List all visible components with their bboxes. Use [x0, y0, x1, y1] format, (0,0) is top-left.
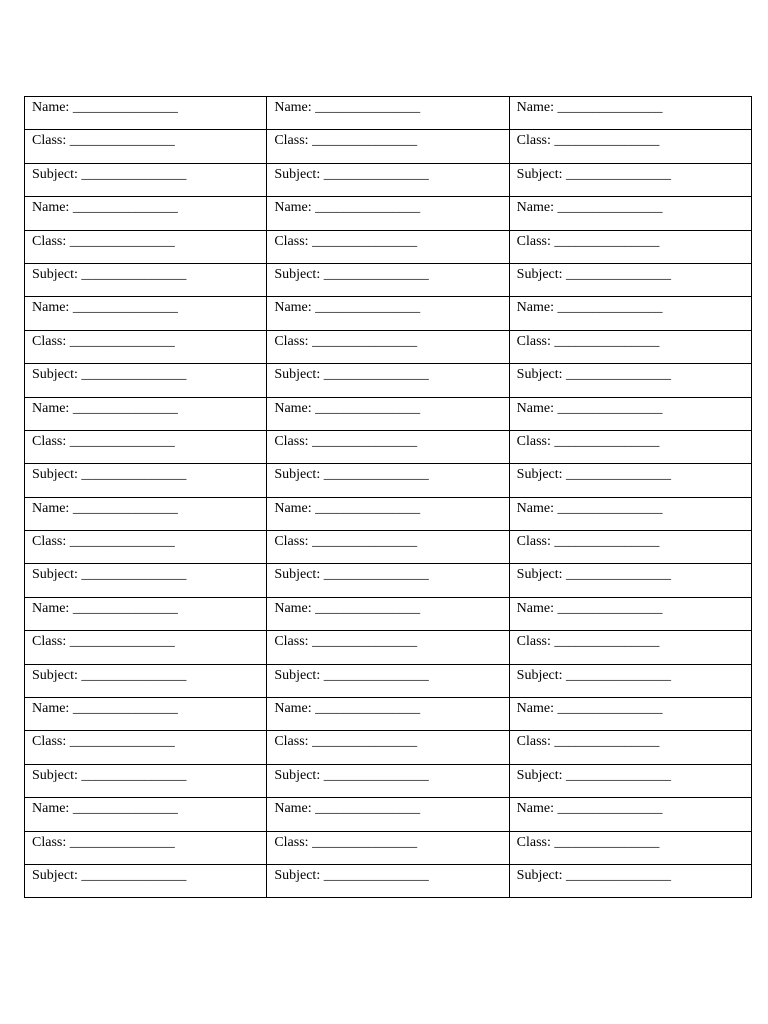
- subject-blank-line: _______________: [81, 367, 187, 383]
- subject-blank-line: _______________: [566, 867, 672, 883]
- label-cell-class: [509, 731, 751, 764]
- subject-field-label: Subject:: [32, 667, 78, 683]
- subject-field-label: Subject:: [516, 266, 563, 282]
- name-field-label: Name:: [32, 100, 70, 115]
- class-blank-line: _______________: [554, 233, 660, 249]
- subject-blank-line: _______________: [566, 166, 672, 182]
- class-blank-line: _______________: [554, 133, 660, 149]
- label-cell-class: [509, 631, 751, 664]
- class-blank-line: _______________: [69, 433, 175, 449]
- label-row-subject: [25, 464, 752, 497]
- name-field-label: Name:: [516, 400, 554, 416]
- class-blank-line: _______________: [554, 433, 660, 449]
- label-cell-name: [25, 197, 267, 230]
- label-row-name: [25, 197, 752, 230]
- subject-field-label: Subject:: [274, 166, 321, 182]
- subject-field-label: Subject:: [32, 467, 78, 483]
- class-blank-line: _______________: [312, 834, 418, 850]
- label-cell-subject: [509, 864, 751, 897]
- class-blank-line: _______________: [312, 333, 418, 349]
- label-row-subject: [25, 263, 752, 296]
- label-cell-class: [267, 430, 509, 463]
- subject-blank-line: _______________: [323, 467, 429, 483]
- subject-blank-line: _______________: [323, 867, 429, 883]
- subject-blank-line: _______________: [566, 767, 672, 783]
- label-row-class: [25, 831, 752, 864]
- label-cell-name: [267, 97, 509, 130]
- name-field-label: Name:: [274, 801, 312, 817]
- label-row-name: [25, 798, 752, 831]
- class-blank-line: _______________: [69, 734, 175, 750]
- label-row-subject: [25, 564, 752, 597]
- label-cell-class: [267, 130, 509, 163]
- name-blank-line: _______________: [72, 300, 178, 316]
- label-cell-name: [267, 397, 509, 430]
- name-field-label: Name:: [32, 801, 70, 817]
- subject-blank-line: _______________: [566, 367, 672, 383]
- label-grid: [24, 96, 752, 898]
- label-cell-subject: [509, 163, 751, 196]
- subject-field-label: Subject:: [516, 467, 563, 483]
- class-field-label: Class:: [274, 233, 309, 249]
- label-cell-name: [509, 597, 751, 630]
- label-cell-subject: [267, 664, 509, 697]
- subject-field-label: Subject:: [274, 367, 321, 383]
- subject-blank-line: _______________: [81, 767, 187, 783]
- label-cell-subject: [509, 664, 751, 697]
- name-field-label: Name:: [32, 200, 70, 216]
- label-cell-name: [509, 798, 751, 831]
- label-row-name: [25, 698, 752, 731]
- subject-field-label: Subject:: [516, 567, 563, 583]
- name-blank-line: _______________: [315, 701, 421, 717]
- label-row-class: [25, 531, 752, 564]
- subject-blank-line: _______________: [566, 467, 672, 483]
- subject-blank-line: _______________: [81, 266, 187, 282]
- name-blank-line: _______________: [315, 400, 421, 416]
- label-cell-name: [509, 397, 751, 430]
- label-row-subject: [25, 364, 752, 397]
- name-field-label: Name:: [274, 701, 312, 717]
- label-cell-name: [25, 597, 267, 630]
- name-blank-line: _______________: [315, 300, 421, 316]
- class-blank-line: _______________: [69, 133, 175, 149]
- class-field-label: Class:: [274, 133, 309, 149]
- subject-field-label: Subject:: [274, 266, 321, 282]
- label-row-name: [25, 97, 752, 130]
- name-blank-line: _______________: [557, 300, 663, 316]
- name-blank-line: _______________: [557, 400, 663, 416]
- label-cell-class: [25, 731, 267, 764]
- label-cell-subject: [25, 664, 267, 697]
- label-cell-class: [25, 531, 267, 564]
- name-blank-line: _______________: [557, 600, 663, 616]
- label-cell-name: [267, 197, 509, 230]
- name-field-label: Name:: [274, 500, 312, 516]
- class-blank-line: _______________: [69, 834, 175, 850]
- name-blank-line: _______________: [72, 200, 178, 216]
- subject-field-label: Subject:: [274, 867, 321, 883]
- class-blank-line: _______________: [554, 834, 660, 850]
- label-row-class: [25, 330, 752, 363]
- label-cell-name: [267, 698, 509, 731]
- name-blank-line: _______________: [72, 701, 178, 717]
- label-cell-name: [25, 798, 267, 831]
- class-field-label: Class:: [516, 734, 551, 750]
- class-field-label: Class:: [516, 433, 551, 449]
- class-field-label: Class:: [516, 534, 551, 550]
- subject-field-label: Subject:: [516, 367, 563, 383]
- label-cell-subject: [25, 464, 267, 497]
- name-field-label: Name:: [274, 300, 312, 316]
- subject-blank-line: _______________: [323, 367, 429, 383]
- subject-field-label: Subject:: [516, 767, 563, 783]
- label-cell-name: [509, 97, 751, 130]
- label-row-name: [25, 397, 752, 430]
- name-field-label: Name:: [32, 500, 70, 516]
- name-blank-line: _______________: [72, 400, 178, 416]
- class-blank-line: _______________: [312, 133, 418, 149]
- label-grid-body: [25, 97, 752, 898]
- label-cell-subject: [25, 364, 267, 397]
- label-cell-name: [267, 297, 509, 330]
- label-cell-subject: [25, 564, 267, 597]
- class-field-label: Class:: [32, 433, 67, 449]
- label-cell-class: [267, 731, 509, 764]
- label-cell-name: [509, 497, 751, 530]
- label-row-class: [25, 631, 752, 664]
- class-field-label: Class:: [274, 634, 309, 650]
- class-blank-line: _______________: [312, 433, 418, 449]
- class-field-label: Class:: [32, 534, 67, 550]
- label-cell-name: [509, 197, 751, 230]
- class-field-label: Class:: [516, 133, 551, 149]
- name-field-label: Name:: [274, 600, 312, 616]
- class-blank-line: _______________: [312, 233, 418, 249]
- label-cell-class: [25, 230, 267, 263]
- class-field-label: Class:: [32, 834, 67, 850]
- subject-blank-line: _______________: [566, 667, 672, 683]
- class-blank-line: _______________: [312, 634, 418, 650]
- label-cell-class: [25, 130, 267, 163]
- label-cell-name: [25, 698, 267, 731]
- class-field-label: Class:: [274, 333, 309, 349]
- label-cell-class: [509, 531, 751, 564]
- label-cell-name: [25, 97, 267, 130]
- label-cell-subject: [509, 364, 751, 397]
- label-cell-subject: [267, 464, 509, 497]
- label-cell-class: [267, 330, 509, 363]
- subject-field-label: Subject:: [516, 867, 563, 883]
- subject-blank-line: _______________: [81, 867, 187, 883]
- subject-field-label: Subject:: [274, 467, 321, 483]
- label-cell-subject: [509, 263, 751, 296]
- label-cell-class: [509, 230, 751, 263]
- subject-field-label: Subject:: [274, 567, 321, 583]
- label-row-class: [25, 230, 752, 263]
- name-blank-line: _______________: [315, 200, 421, 216]
- label-row-subject: [25, 764, 752, 797]
- label-cell-class: [509, 130, 751, 163]
- name-blank-line: _______________: [315, 600, 421, 616]
- class-field-label: Class:: [516, 333, 551, 349]
- class-blank-line: _______________: [69, 333, 175, 349]
- label-cell-subject: [25, 263, 267, 296]
- class-blank-line: _______________: [554, 333, 660, 349]
- class-field-label: Class:: [274, 834, 309, 850]
- name-field-label: Name:: [516, 300, 554, 316]
- label-row-subject: [25, 163, 752, 196]
- class-field-label: Class:: [274, 534, 309, 550]
- label-cell-class: [25, 631, 267, 664]
- subject-blank-line: _______________: [323, 667, 429, 683]
- name-field-label: Name:: [32, 701, 70, 717]
- name-blank-line: _______________: [557, 200, 663, 216]
- name-blank-line: _______________: [72, 500, 178, 516]
- label-cell-subject: [267, 764, 509, 797]
- label-cell-name: [509, 698, 751, 731]
- class-blank-line: _______________: [554, 734, 660, 750]
- class-blank-line: _______________: [69, 634, 175, 650]
- label-cell-name: [25, 497, 267, 530]
- label-cell-name: [267, 798, 509, 831]
- subject-field-label: Subject:: [516, 166, 563, 182]
- subject-field-label: Subject:: [516, 667, 563, 683]
- label-cell-class: [267, 230, 509, 263]
- subject-field-label: Subject:: [32, 867, 78, 883]
- label-cell-class: [267, 531, 509, 564]
- label-cell-name: [267, 597, 509, 630]
- name-blank-line: _______________: [557, 701, 663, 717]
- class-field-label: Class:: [516, 233, 551, 249]
- label-cell-class: [509, 430, 751, 463]
- label-cell-subject: [509, 564, 751, 597]
- label-row-name: [25, 497, 752, 530]
- name-field-label: Name:: [274, 400, 312, 416]
- subject-blank-line: _______________: [81, 667, 187, 683]
- label-cell-subject: [25, 764, 267, 797]
- class-blank-line: _______________: [312, 534, 418, 550]
- name-blank-line: _______________: [72, 600, 178, 616]
- subject-field-label: Subject:: [274, 667, 321, 683]
- label-row-name: [25, 597, 752, 630]
- label-cell-name: [25, 397, 267, 430]
- name-blank-line: _______________: [315, 801, 421, 817]
- class-field-label: Class:: [32, 233, 67, 249]
- name-field-label: Name:: [274, 100, 312, 115]
- name-field-label: Name:: [32, 300, 70, 316]
- label-row-class: [25, 130, 752, 163]
- label-row-subject: [25, 864, 752, 897]
- subject-blank-line: _______________: [323, 166, 429, 182]
- class-blank-line: _______________: [312, 734, 418, 750]
- label-cell-class: [25, 330, 267, 363]
- label-cell-subject: [25, 864, 267, 897]
- label-cell-class: [509, 330, 751, 363]
- class-field-label: Class:: [516, 834, 551, 850]
- class-field-label: Class:: [32, 333, 67, 349]
- label-cell-class: [267, 631, 509, 664]
- label-cell-name: [509, 297, 751, 330]
- name-field-label: Name:: [516, 801, 554, 817]
- name-blank-line: _______________: [72, 801, 178, 817]
- subject-blank-line: _______________: [81, 567, 187, 583]
- subject-blank-line: _______________: [81, 166, 187, 182]
- label-cell-subject: [267, 163, 509, 196]
- label-cell-name: [25, 297, 267, 330]
- name-blank-line: _______________: [557, 500, 663, 516]
- name-blank-line: _______________: [315, 500, 421, 516]
- name-field-label: Name:: [516, 100, 554, 115]
- class-blank-line: _______________: [69, 233, 175, 249]
- name-blank-line: _______________: [72, 100, 178, 115]
- label-cell-class: [267, 831, 509, 864]
- label-cell-subject: [267, 864, 509, 897]
- subject-field-label: Subject:: [32, 567, 78, 583]
- subject-blank-line: _______________: [323, 266, 429, 282]
- subject-field-label: Subject:: [274, 767, 321, 783]
- name-blank-line: _______________: [557, 100, 663, 115]
- name-blank-line: _______________: [315, 100, 421, 115]
- label-row-subject: [25, 664, 752, 697]
- name-field-label: Name:: [516, 200, 554, 216]
- subject-blank-line: _______________: [323, 567, 429, 583]
- name-field-label: Name:: [516, 500, 554, 516]
- label-cell-subject: [25, 163, 267, 196]
- label-cell-subject: [267, 263, 509, 296]
- name-field-label: Name:: [32, 600, 70, 616]
- label-cell-subject: [267, 364, 509, 397]
- subject-blank-line: _______________: [81, 467, 187, 483]
- class-blank-line: _______________: [554, 634, 660, 650]
- class-field-label: Class:: [32, 634, 67, 650]
- label-row-name: [25, 297, 752, 330]
- subject-field-label: Subject:: [32, 266, 78, 282]
- class-field-label: Class:: [516, 634, 551, 650]
- class-field-label: Class:: [274, 433, 309, 449]
- label-cell-subject: [267, 564, 509, 597]
- label-cell-class: [25, 430, 267, 463]
- subject-blank-line: _______________: [566, 266, 672, 282]
- class-field-label: Class:: [274, 734, 309, 750]
- class-field-label: Class:: [32, 133, 67, 149]
- name-field-label: Name:: [516, 701, 554, 717]
- class-blank-line: _______________: [554, 534, 660, 550]
- label-cell-class: [25, 831, 267, 864]
- class-field-label: Class:: [32, 734, 67, 750]
- subject-blank-line: _______________: [566, 567, 672, 583]
- subject-field-label: Subject:: [32, 767, 78, 783]
- label-cell-name: [267, 497, 509, 530]
- label-cell-subject: [509, 464, 751, 497]
- label-cell-subject: [509, 764, 751, 797]
- name-field-label: Name:: [32, 400, 70, 416]
- label-cell-class: [509, 831, 751, 864]
- name-field-label: Name:: [274, 200, 312, 216]
- label-row-class: [25, 731, 752, 764]
- class-blank-line: _______________: [69, 534, 175, 550]
- subject-field-label: Subject:: [32, 166, 78, 182]
- name-field-label: Name:: [516, 600, 554, 616]
- subject-blank-line: _______________: [323, 767, 429, 783]
- subject-field-label: Subject:: [32, 367, 78, 383]
- name-blank-line: _______________: [557, 801, 663, 817]
- label-row-class: [25, 430, 752, 463]
